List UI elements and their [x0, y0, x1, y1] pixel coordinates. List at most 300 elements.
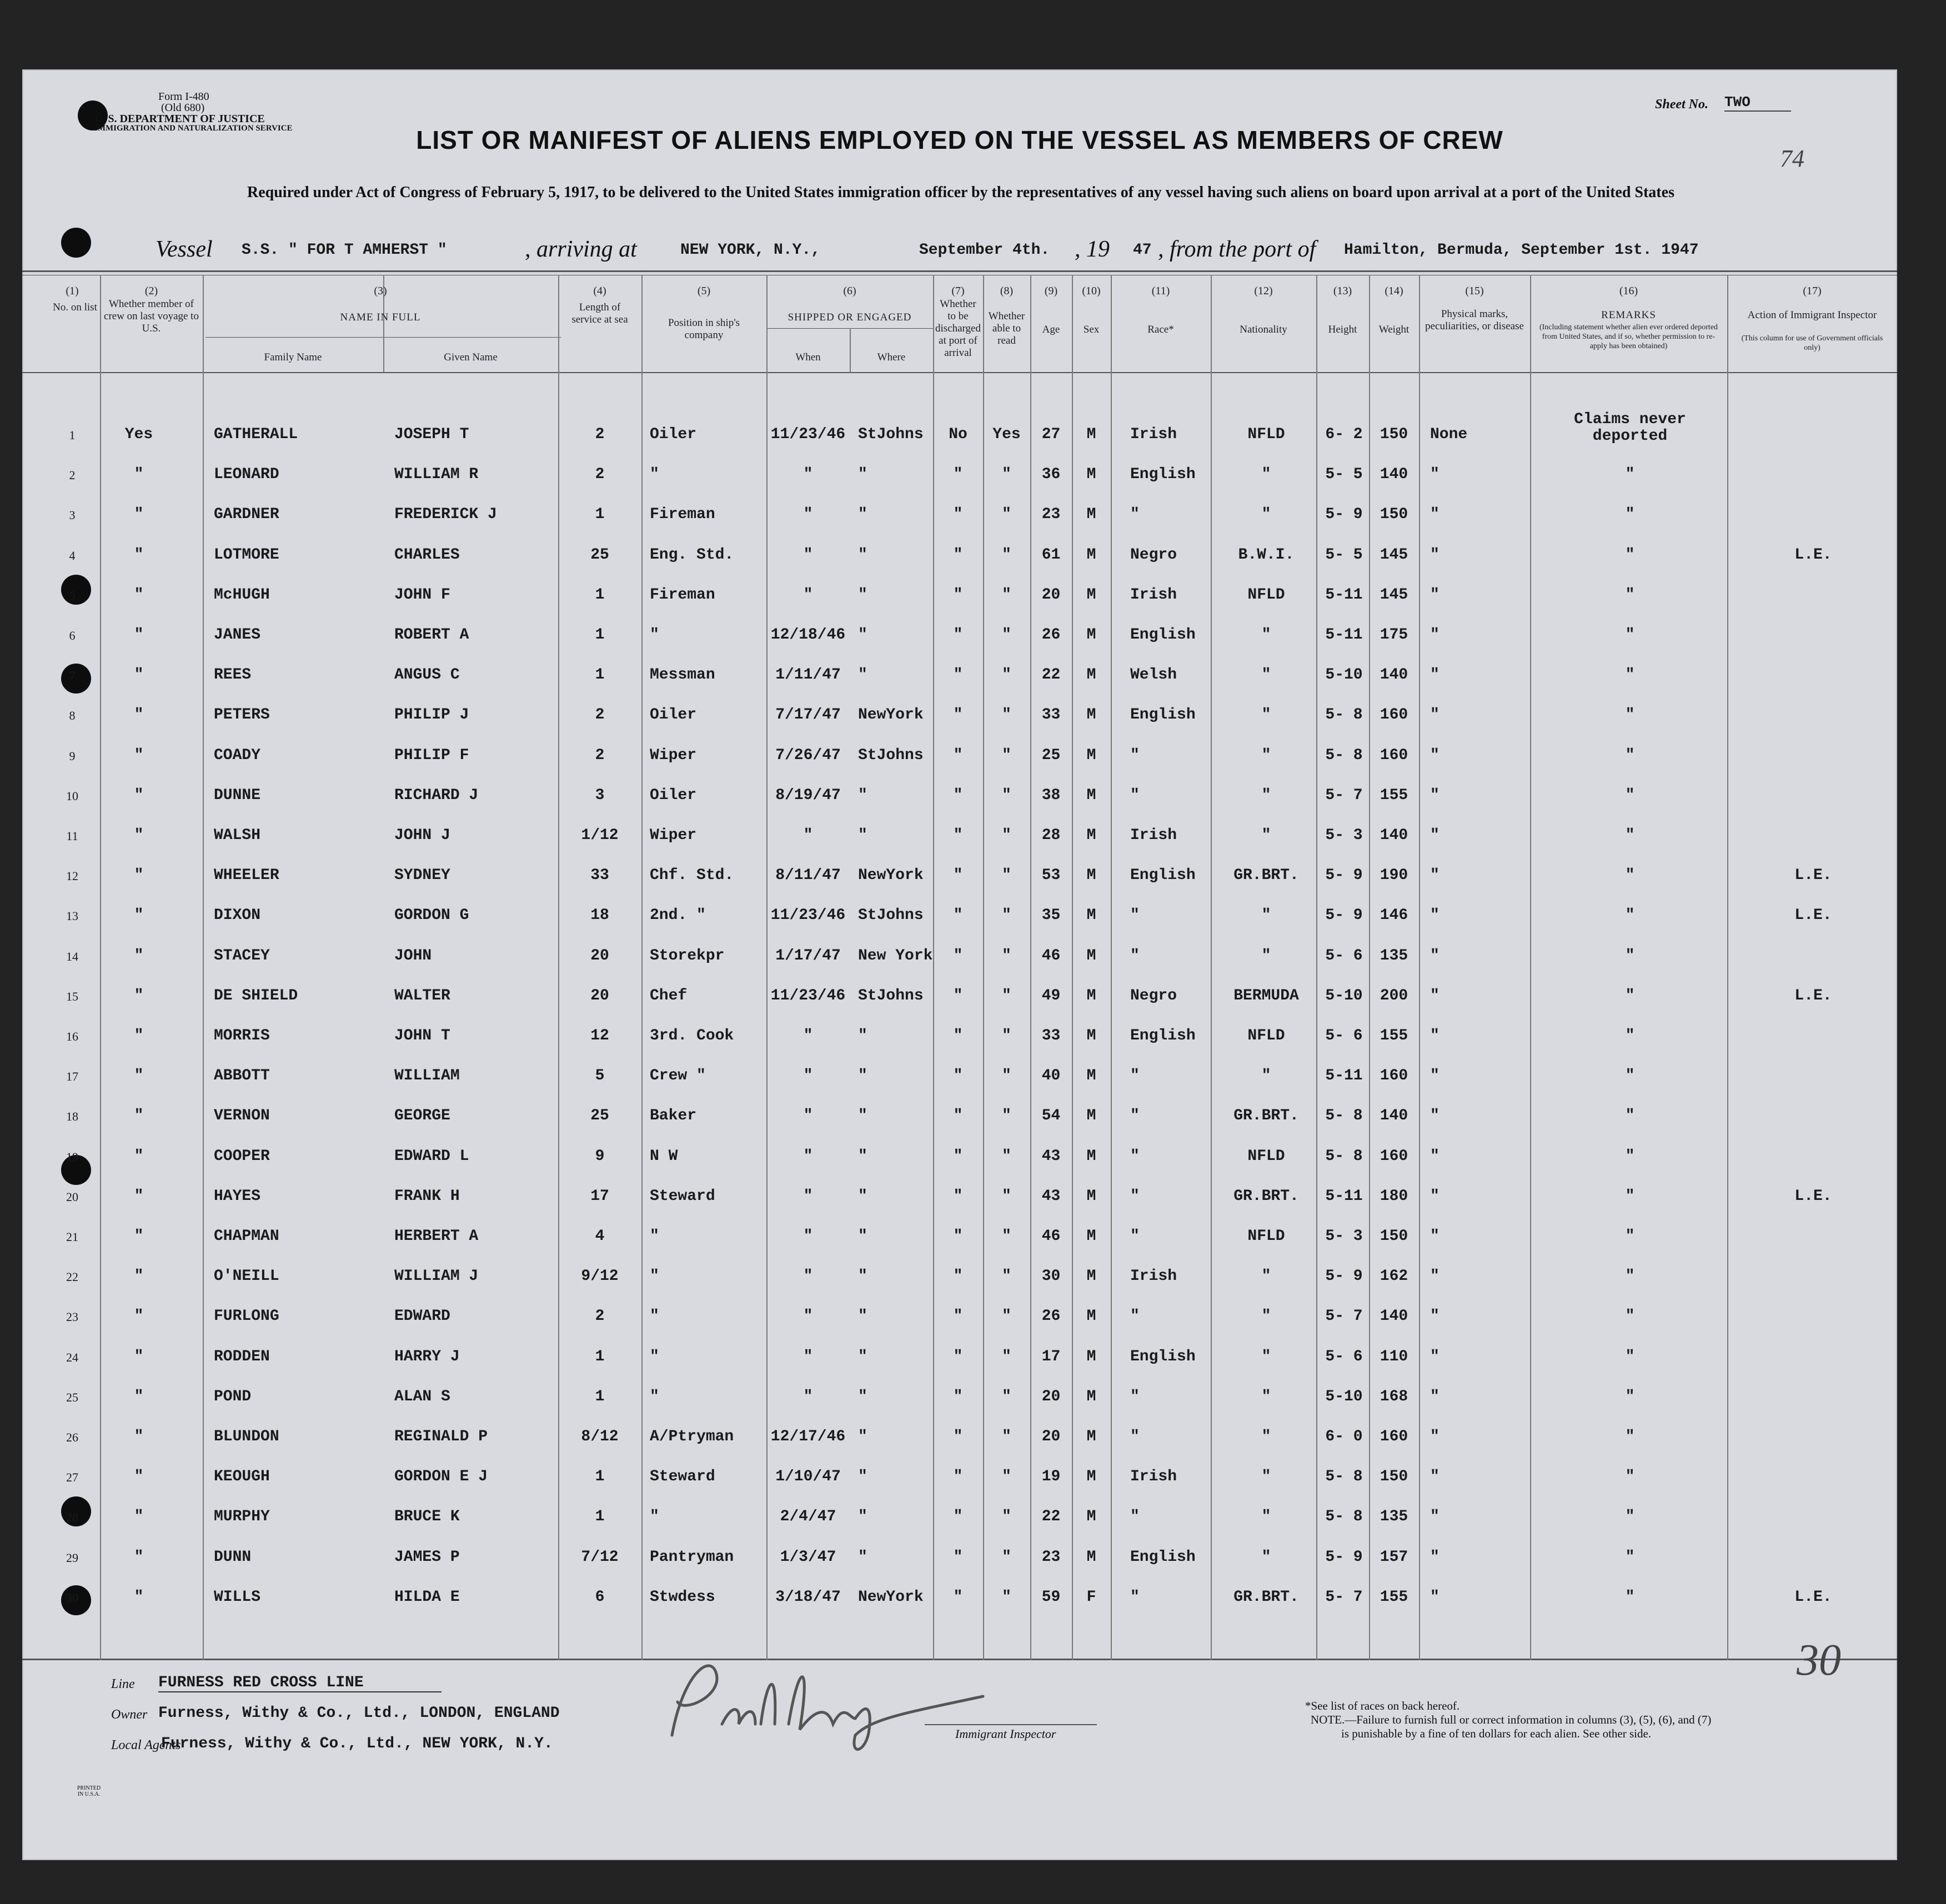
cell-age: 20 — [1041, 1428, 1061, 1445]
line-value: FURNESS RED CROSS LINE — [158, 1674, 442, 1692]
cell-prev: " — [134, 987, 144, 1004]
cell-disch: " — [953, 666, 963, 684]
cell-family: FURLONG — [214, 1308, 279, 1325]
col-num: (9) — [1044, 285, 1058, 297]
cell-prev: " — [134, 1589, 144, 1606]
cell-nat: " — [1261, 1508, 1271, 1525]
cell-when: " — [803, 466, 813, 483]
cell-position: " — [650, 1228, 659, 1245]
cell-height: 5- 7 — [1325, 787, 1363, 804]
cell-age: 25 — [1041, 747, 1061, 764]
cell-given: FRANK H — [394, 1188, 460, 1205]
cell-age: 17 — [1041, 1348, 1061, 1365]
inspector-signature — [650, 1641, 1005, 1769]
cell-service: 8/12 — [581, 1428, 619, 1445]
cell-height: 5- 9 — [1325, 1268, 1363, 1285]
cell-height: 5- 3 — [1325, 1228, 1363, 1245]
cell-sex: M — [1086, 947, 1096, 964]
cell-no: 15 — [66, 989, 78, 1003]
fine-note-1: NOTE.—Failure to furnish full or correct information in columns (3), (5), (6), and (7) — [1311, 1713, 1712, 1726]
cell-disch: No — [949, 426, 967, 443]
cell-height: 5- 8 — [1325, 1148, 1363, 1165]
cell-remarks: " — [1625, 506, 1635, 523]
cell-family: LOTMORE — [214, 546, 279, 564]
cell-no: 2 — [69, 468, 76, 482]
cell-nat: " — [1261, 1549, 1271, 1566]
cell-sex: M — [1086, 1188, 1096, 1205]
cell-no: 6 — [69, 629, 76, 642]
cell-family: WHEELER — [214, 867, 279, 884]
cell-where: StJohns — [858, 426, 924, 443]
cell-sex: M — [1086, 1308, 1096, 1325]
cell-service: 1 — [595, 666, 605, 684]
header-given-name: Given Name — [444, 351, 498, 363]
cell-position: Chef — [650, 987, 688, 1004]
col-num: (1) — [66, 285, 79, 297]
punch-hole — [61, 228, 91, 258]
cell-age: 28 — [1041, 827, 1061, 844]
cell-weight: 140 — [1380, 666, 1408, 684]
cell-nat: GR.BRT. — [1233, 1107, 1299, 1124]
cell-when: " — [803, 546, 813, 564]
cell-age: 54 — [1041, 1107, 1061, 1124]
cell-disch: " — [953, 626, 963, 644]
cell-given: HERBERT A — [394, 1228, 479, 1245]
cell-weight: 175 — [1380, 626, 1408, 644]
cell-nat: " — [1261, 907, 1271, 924]
cell-when: 1/11/47 — [775, 666, 841, 684]
arrival-year: 47 — [1133, 242, 1152, 259]
cell-nat: " — [1261, 706, 1271, 724]
cell-when: 2/4/47 — [780, 1508, 836, 1525]
cell-disch: " — [953, 1148, 963, 1165]
cell-height: 5- 9 — [1325, 506, 1363, 523]
cell-sex: M — [1086, 666, 1096, 684]
cell-marks: " — [1430, 546, 1440, 564]
vessel-name: S.S. " FOR T AMHERST " — [242, 242, 447, 259]
col-num: (5) — [697, 285, 711, 297]
cell-read: " — [1002, 1188, 1011, 1205]
cell-sex: M — [1086, 867, 1096, 884]
cell-weight: 110 — [1380, 1348, 1408, 1365]
cell-family: GARDNER — [214, 506, 279, 523]
cell-race: Irish — [1130, 1468, 1177, 1485]
cell-position: " — [650, 1268, 659, 1285]
col-num: (10) — [1082, 285, 1101, 297]
cell-race: English — [1130, 1348, 1196, 1365]
cell-weight: 150 — [1380, 1228, 1408, 1245]
col-divider — [1111, 275, 1112, 1660]
cell-prev: " — [134, 1388, 144, 1405]
cell-where: " — [858, 666, 867, 684]
cell-position: Fireman — [650, 586, 715, 604]
cell-service: 4 — [595, 1228, 605, 1245]
col-divider — [850, 328, 851, 373]
cell-where: " — [858, 1148, 867, 1165]
cell-weight: 140 — [1380, 1107, 1408, 1124]
cell-height: 5-11 — [1325, 1067, 1363, 1084]
cell-remarks: " — [1625, 1468, 1635, 1485]
cell-nat: GR.BRT. — [1233, 867, 1299, 884]
header-discharged: Whether to be discharged at port of arrival — [935, 298, 981, 359]
header-bottom-rule — [22, 372, 1897, 373]
cell-when: 8/19/47 — [775, 787, 841, 804]
cell-where: NewYork — [858, 1589, 924, 1606]
cell-service: 2 — [595, 426, 605, 443]
cell-service: 1 — [595, 626, 605, 644]
cell-given: ANGUS C — [394, 666, 460, 684]
col-num: (16) — [1619, 285, 1638, 297]
cell-sex: F — [1086, 1589, 1096, 1606]
cell-no: 23 — [66, 1310, 78, 1324]
header-shipped: SHIPPED OR ENGAGED — [788, 312, 912, 323]
cell-remarks: " — [1625, 586, 1635, 604]
cell-read: " — [1002, 546, 1011, 564]
department: U. S. DEPARTMENT OF JUSTICE — [94, 113, 265, 125]
cell-where: " — [858, 787, 867, 804]
cell-age: 30 — [1041, 1268, 1061, 1285]
cell-disch: " — [953, 546, 963, 564]
cell-prev: " — [134, 1549, 144, 1566]
cell-service: 2 — [595, 747, 605, 764]
header-where: Where — [877, 351, 906, 363]
cell-no: 26 — [66, 1430, 78, 1444]
cell-read: " — [1002, 466, 1011, 483]
table-top-rule — [22, 270, 1897, 272]
cell-age: 22 — [1041, 666, 1061, 684]
cell-weight: 146 — [1380, 907, 1408, 924]
cell-position: Pantryman — [650, 1549, 734, 1566]
cell-family: LEONARD — [214, 466, 279, 483]
cell-height: 5- 8 — [1325, 747, 1363, 764]
cell-race: English — [1130, 706, 1196, 724]
cell-when: " — [803, 1388, 813, 1405]
cell-no: 25 — [66, 1390, 78, 1404]
cell-age: 53 — [1041, 867, 1061, 884]
cell-marks: " — [1430, 1428, 1440, 1445]
cell-race: Irish — [1130, 426, 1177, 443]
cell-where: " — [858, 827, 867, 844]
cell-height: 6- 0 — [1325, 1428, 1363, 1445]
cell-read: " — [1002, 1148, 1011, 1165]
cell-age: 23 — [1041, 506, 1061, 523]
cell-action: L.E. — [1794, 1589, 1832, 1606]
col-num: (12) — [1254, 285, 1273, 297]
cell-sex: M — [1086, 987, 1096, 1004]
cell-height: 6- 2 — [1325, 426, 1363, 443]
cell-when: 11/23/46 — [770, 907, 846, 924]
arrival-date: September 4th. — [919, 242, 1050, 259]
cell-marks: " — [1430, 987, 1440, 1004]
cell-nat: " — [1261, 827, 1271, 844]
cell-marks: " — [1430, 1188, 1440, 1205]
cell-action: L.E. — [1794, 867, 1832, 884]
cell-disch: " — [953, 1468, 963, 1485]
cell-height: 5-11 — [1325, 1188, 1363, 1205]
page-mark-top: 74 — [1780, 145, 1804, 172]
cell-race: English — [1130, 1027, 1196, 1044]
cell-height: 5-11 — [1325, 586, 1363, 604]
cell-height: 5- 6 — [1325, 1027, 1363, 1044]
cell-sex: M — [1086, 1428, 1096, 1445]
cell-given: CHARLES — [394, 546, 460, 564]
cell-sex: M — [1086, 787, 1096, 804]
cell-prev: " — [134, 907, 144, 924]
cell-weight: 135 — [1380, 947, 1408, 964]
col-num: (6) — [843, 285, 856, 297]
cell-age: 27 — [1041, 426, 1061, 443]
cell-height: 5- 3 — [1325, 827, 1363, 844]
cell-marks: " — [1430, 867, 1440, 884]
cell-read: " — [1002, 626, 1011, 644]
cell-read: " — [1002, 1589, 1011, 1606]
cell-marks: " — [1430, 787, 1440, 804]
cell-read: Yes — [992, 426, 1021, 443]
cell-remarks: " — [1625, 987, 1635, 1004]
cell-prev: " — [134, 1188, 144, 1205]
cell-service: 18 — [590, 907, 609, 924]
cell-when: " — [803, 827, 813, 844]
cell-given: HARRY J — [394, 1348, 460, 1365]
cell-marks: " — [1430, 706, 1440, 724]
col-divider — [558, 275, 559, 1660]
cell-service: 7/12 — [581, 1549, 619, 1566]
col-divider — [1419, 275, 1420, 1660]
cell-weight: 155 — [1380, 787, 1408, 804]
header-family-name: Family Name — [264, 351, 322, 363]
cell-marks: " — [1430, 506, 1440, 523]
cell-family: DUNN — [214, 1549, 252, 1566]
cell-sex: M — [1086, 1148, 1096, 1165]
cell-prev: " — [134, 626, 144, 644]
cell-nat: " — [1261, 747, 1271, 764]
cell-sex: M — [1086, 1348, 1096, 1365]
header-remarks-note: (Including statement whether alien ever ordered deported from United States, and if so, whether permission to re-apply has been obtained) — [1539, 323, 1718, 350]
arrival-port: NEW YORK, N.Y., — [680, 242, 821, 259]
cell-sex: M — [1086, 907, 1096, 924]
cell-nat: " — [1261, 466, 1271, 483]
cell-given: EDWARD — [394, 1308, 450, 1325]
cell-where: " — [858, 626, 867, 644]
cell-read: " — [1002, 1268, 1011, 1285]
header-physical-marks: Physical marks, peculiarities, or disease — [1425, 308, 1524, 332]
cell-remarks: " — [1625, 1148, 1635, 1165]
cell-family: DE SHIELD — [214, 987, 298, 1004]
cell-age: 19 — [1041, 1468, 1061, 1485]
cell-where: " — [858, 1388, 867, 1405]
cell-age: 59 — [1041, 1589, 1061, 1606]
cell-race: " — [1130, 907, 1140, 924]
cell-race: " — [1130, 1188, 1140, 1205]
cell-given: GORDON G — [394, 907, 469, 924]
cell-age: 22 — [1041, 1508, 1061, 1525]
cell-prev: " — [134, 1148, 144, 1165]
cell-sex: M — [1086, 747, 1096, 764]
cell-no: 22 — [66, 1270, 78, 1284]
cell-family: CHAPMAN — [214, 1228, 279, 1245]
cell-disch: " — [953, 1268, 963, 1285]
cell-where: " — [858, 1508, 867, 1525]
cell-remarks: Claims never deported — [1574, 411, 1686, 445]
cell-weight: 150 — [1380, 506, 1408, 523]
required-text: Required under Act of Congress of February 5, 1917, to be delivered to the United States immigration officer by the representatives of any vessel having such aliens on board upon arrival at a port of the United States — [247, 184, 1674, 201]
cell-prev: " — [134, 1268, 144, 1285]
cell-read: " — [1002, 827, 1011, 844]
cell-prev: " — [134, 546, 144, 564]
cell-service: 17 — [590, 1188, 609, 1205]
header-name-in-full: NAME IN FULL — [340, 312, 421, 323]
cell-sex: M — [1086, 426, 1096, 443]
cell-race: " — [1130, 1228, 1140, 1245]
cell-marks: " — [1430, 466, 1440, 483]
cell-family: VERNON — [214, 1107, 270, 1124]
cell-service: 20 — [590, 947, 609, 964]
cell-remarks: " — [1625, 1428, 1635, 1445]
cell-sex: M — [1086, 1107, 1096, 1124]
header-action: Action of Immigrant Inspector — [1747, 309, 1877, 321]
cell-height: 5- 8 — [1325, 1107, 1363, 1124]
cell-where: StJohns — [858, 747, 924, 764]
cell-disch: " — [953, 466, 963, 483]
cell-nat: " — [1261, 1388, 1271, 1405]
cell-remarks: " — [1625, 947, 1635, 964]
cell-where: " — [858, 1308, 867, 1325]
cell-where: " — [858, 1107, 867, 1124]
cell-disch: " — [953, 706, 963, 724]
cell-sex: M — [1086, 1508, 1096, 1525]
cell-when: 3/18/47 — [775, 1589, 841, 1606]
cell-sex: M — [1086, 626, 1096, 644]
cell-where: " — [858, 1027, 867, 1044]
cell-family: STACEY — [214, 947, 270, 964]
cell-remarks: " — [1625, 626, 1635, 644]
cell-age: 43 — [1041, 1148, 1061, 1165]
col-num: (7) — [951, 285, 965, 297]
cell-height: 5- 7 — [1325, 1589, 1363, 1606]
cell-read: " — [1002, 1468, 1011, 1485]
cell-no: 1 — [69, 428, 76, 442]
cell-position: " — [650, 466, 659, 483]
local-agents-value: Furness, Withy & Co., Ltd., NEW YORK, N.Y. — [161, 1735, 553, 1752]
cell-prev: " — [134, 1308, 144, 1325]
cell-disch: " — [953, 787, 963, 804]
cell-position: Eng. Std. — [650, 546, 734, 564]
cell-weight: 180 — [1380, 1188, 1408, 1205]
cell-service: 5 — [595, 1067, 605, 1084]
cell-position: Oiler — [650, 706, 697, 724]
cell-marks: " — [1430, 1508, 1440, 1525]
cell-nat: " — [1261, 626, 1271, 644]
cell-nat: " — [1261, 947, 1271, 964]
sheet-number: TWO — [1724, 94, 1791, 112]
cell-where: " — [858, 586, 867, 604]
cell-marks: " — [1430, 1468, 1440, 1485]
cell-disch: " — [953, 1308, 963, 1325]
cell-remarks: " — [1625, 1188, 1635, 1205]
cell-given: REGINALD P — [394, 1428, 488, 1445]
departure-port: Hamilton, Bermuda, September 1st. 1947 — [1344, 242, 1699, 259]
cell-nat: " — [1261, 1268, 1271, 1285]
cell-age: 26 — [1041, 626, 1061, 644]
cell-prev: " — [134, 947, 144, 964]
cell-weight: 150 — [1380, 426, 1408, 443]
cell-remarks: " — [1625, 1388, 1635, 1405]
cell-family: BLUNDON — [214, 1428, 279, 1445]
cell-when: " — [803, 1268, 813, 1285]
cell-action: L.E. — [1794, 1188, 1832, 1205]
cell-age: 23 — [1041, 1549, 1061, 1566]
cell-where: StJohns — [858, 987, 924, 1004]
cell-age: 26 — [1041, 1308, 1061, 1325]
cell-height: 5- 8 — [1325, 1508, 1363, 1525]
header-weight: Weight — [1378, 324, 1410, 335]
cell-read: " — [1002, 1308, 1011, 1325]
cell-marks: " — [1430, 1148, 1440, 1165]
cell-marks: " — [1430, 1228, 1440, 1245]
cell-nat: NFLD — [1247, 1027, 1285, 1044]
cell-no: 24 — [66, 1350, 78, 1364]
cell-remarks: " — [1625, 907, 1635, 924]
cell-nat: NFLD — [1247, 1228, 1285, 1245]
header-when: When — [795, 351, 821, 363]
cell-weight: 200 — [1380, 987, 1408, 1004]
cell-age: 46 — [1041, 947, 1061, 964]
cell-sex: M — [1086, 706, 1096, 724]
cell-given: SYDNEY — [394, 867, 450, 884]
cell-where: " — [858, 1348, 867, 1365]
cell-remarks: " — [1625, 1027, 1635, 1044]
cell-sex: M — [1086, 1027, 1096, 1044]
cell-service: 1 — [595, 1388, 605, 1405]
cell-race: " — [1130, 1428, 1140, 1445]
cell-nat: " — [1261, 1067, 1271, 1084]
sheet-label: Sheet No. — [1655, 97, 1708, 112]
cell-height: 5- 6 — [1325, 947, 1363, 964]
cell-weight: 140 — [1380, 466, 1408, 483]
cell-sex: M — [1086, 1549, 1096, 1566]
cell-read: " — [1002, 867, 1011, 884]
cell-race: Negro — [1130, 546, 1177, 564]
cell-given: RICHARD J — [394, 787, 479, 804]
cell-given: EDWARD L — [394, 1148, 469, 1165]
col-num: (8) — [1000, 285, 1014, 297]
cell-nat: " — [1261, 1308, 1271, 1325]
cell-family: DUNNE — [214, 787, 261, 804]
cell-prev: " — [134, 1508, 144, 1525]
cell-remarks: " — [1625, 747, 1635, 764]
cell-disch: " — [953, 1428, 963, 1445]
cell-nat: GR.BRT. — [1233, 1589, 1299, 1606]
cell-when: " — [803, 1188, 813, 1205]
cell-disch: " — [953, 867, 963, 884]
cell-when: 12/17/46 — [770, 1428, 846, 1445]
header-read: Whether able to read — [988, 310, 1025, 346]
printed-mark: PRINTED IN U.S.A. — [77, 1785, 101, 1797]
cell-position: A/Ptryman — [650, 1428, 734, 1445]
cell-family: JANES — [214, 626, 261, 644]
cell-given: JOHN J — [394, 827, 450, 844]
cell-no: 21 — [66, 1230, 78, 1244]
col-divider — [203, 275, 204, 1660]
cell-read: " — [1002, 1508, 1011, 1525]
cell-weight: 140 — [1380, 1308, 1408, 1325]
cell-weight: 190 — [1380, 867, 1408, 884]
cell-prev: " — [134, 1428, 144, 1445]
cell-family: WILLS — [214, 1589, 261, 1606]
cell-when: " — [803, 1228, 813, 1245]
cell-service: 2 — [595, 1308, 605, 1325]
cell-remarks: " — [1625, 1268, 1635, 1285]
